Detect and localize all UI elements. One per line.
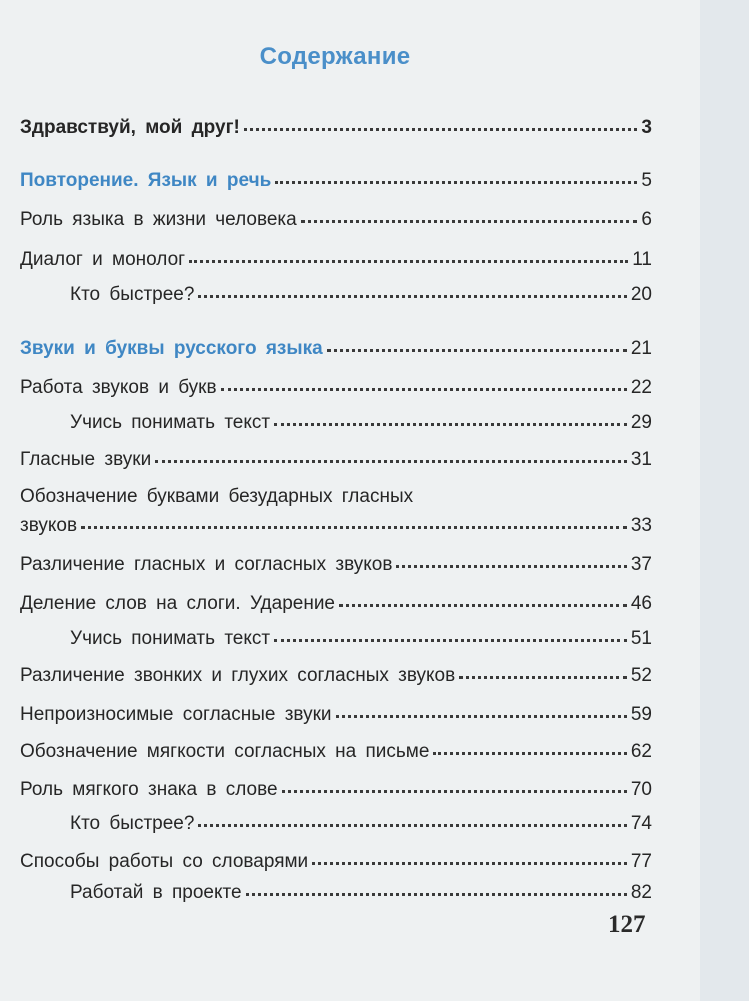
toc-subentry: [70, 282, 652, 308]
toc-entry-label: Здравствуй, мой друг!: [20, 117, 240, 138]
toc-entry-label: Звуки и буквы русского языка: [20, 338, 323, 359]
toc-entry-label: Различение звонких и глухих согласных звуков: [20, 665, 456, 686]
toc-entry-label: Различение гласных и согласных звуков: [20, 554, 393, 575]
toc-entry-label: Учись понимать текст: [70, 412, 271, 433]
page-edge: [700, 0, 749, 1001]
toc-section-heading: [20, 336, 652, 362]
toc-entry: [20, 739, 652, 765]
toc-entry-page: 31: [630, 449, 652, 470]
dot-leader: [396, 564, 626, 568]
toc-entry-page: 29: [630, 412, 652, 433]
dot-leader: [189, 259, 628, 263]
dot-leader: [301, 219, 638, 223]
toc-entry-page: 82: [630, 882, 652, 903]
toc-entry-page: 74: [630, 813, 652, 834]
toc-entry-page: 22: [630, 377, 652, 398]
toc-entry-page: 59: [630, 704, 652, 725]
dot-leader: [155, 459, 627, 463]
toc-entry: [20, 513, 652, 539]
toc-entry-page: 37: [630, 554, 652, 575]
toc-subentry: [70, 880, 652, 906]
dot-leader: [327, 348, 627, 352]
toc-entry: [20, 702, 652, 728]
toc-subentry: [70, 811, 652, 837]
toc-entry: [20, 207, 652, 233]
toc-entry-label: Кто быстрее?: [70, 813, 195, 834]
toc-entry-label-first-line: Обозначение буквами безударных гласных: [20, 486, 414, 507]
dot-leader: [274, 638, 627, 642]
toc-entry: [20, 663, 652, 689]
toc-entry-label: Способы работы со словарями: [20, 851, 309, 872]
page-number: 127: [608, 911, 646, 938]
toc-entry-page: 20: [630, 284, 652, 305]
toc-entry-page: 21: [630, 338, 652, 359]
toc-entry-page: 33: [630, 515, 652, 536]
toc-entry-label: Работа звуков и букв: [20, 377, 217, 398]
dot-leader: [221, 387, 627, 391]
dot-leader: [459, 675, 627, 679]
toc-entry-label: Деление слов на слоги. Ударение: [20, 593, 335, 614]
toc-entry-page: 51: [630, 628, 652, 649]
dot-leader: [198, 294, 626, 298]
toc-entry-label: Роль языка в жизни человека: [20, 209, 297, 230]
toc-subentry: [70, 410, 652, 436]
toc-entry-label: Гласные звуки: [20, 449, 152, 470]
toc-entry: [20, 849, 652, 875]
dot-leader: [275, 180, 637, 184]
toc-entry-label: Кто быстрее?: [70, 284, 195, 305]
toc-entry-label: Обозначение мягкости согласных на письме: [20, 741, 430, 762]
dot-leader: [246, 892, 627, 896]
dot-leader: [198, 823, 626, 827]
toc-entry-page: 77: [630, 851, 652, 872]
toc-entry-page: 11: [632, 249, 652, 270]
dot-leader: [339, 603, 627, 607]
toc-entry: [20, 777, 652, 803]
toc-entry: [20, 447, 652, 473]
dot-leader: [312, 861, 627, 865]
toc-entry-label: Работай в проекте: [70, 882, 242, 903]
dot-leader: [282, 789, 627, 793]
dot-leader: [274, 422, 627, 426]
toc-entry-label-continuation: звуков: [20, 515, 78, 536]
toc-entry: [20, 552, 652, 578]
toc-entry-page: 6: [641, 209, 652, 230]
toc-entry-label: Диалог и монолог: [20, 249, 186, 270]
toc-entry-label: Роль мягкого знака в слове: [20, 779, 278, 800]
toc-entry-page: 62: [630, 741, 652, 762]
toc-entry-page: 46: [630, 593, 652, 614]
toc-entry: [20, 375, 652, 401]
toc-entry-page: 52: [630, 665, 652, 686]
dot-leader: [433, 751, 626, 755]
toc-entry: [20, 115, 652, 141]
dot-leader: [81, 525, 627, 529]
page-title: Содержание: [259, 43, 411, 70]
toc-subentry: [70, 626, 652, 652]
toc-entry-label: Учись понимать текст: [70, 628, 271, 649]
toc-entry: [20, 591, 652, 617]
toc-entry-page: 3: [641, 117, 652, 138]
dot-leader: [244, 127, 638, 131]
toc-entry-page: 70: [630, 779, 652, 800]
toc-entry-label: Непроизносимые согласные звуки: [20, 704, 332, 725]
toc-entry: [20, 247, 652, 273]
toc-entry-page: 5: [641, 170, 652, 191]
toc-entry-label: Повторение. Язык и речь: [20, 170, 272, 191]
toc-section-heading: [20, 168, 652, 194]
dot-leader: [336, 714, 627, 718]
